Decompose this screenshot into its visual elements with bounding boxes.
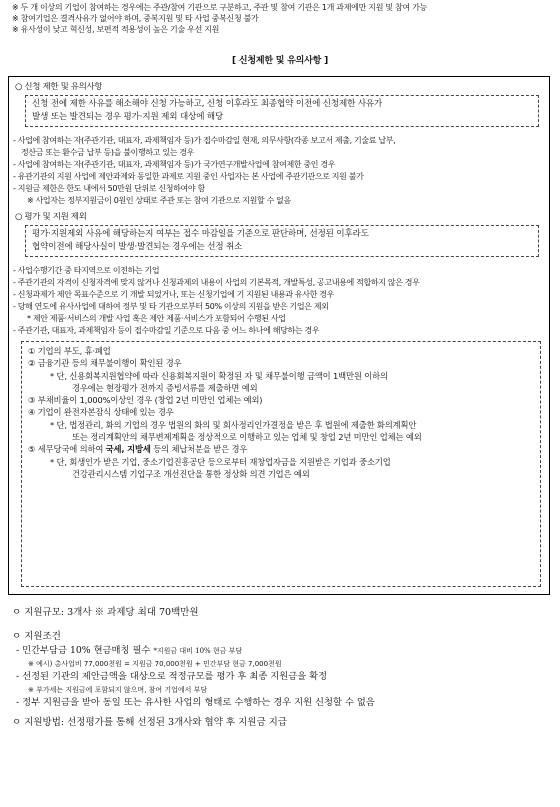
restrictions-frame (8, 76, 550, 595)
support-info (12, 606, 556, 730)
support-conditions-heading: ㅇ 지원조건 (12, 631, 61, 642)
support-scale: ㅇ 지원규모: 3개사 ※ 과제당 최대 70백만원 (12, 607, 199, 618)
case-note: * 단, 법정관리, 화의 기업의 경우 법원의 화의 및 회사정리인가결정을 받은 후 법원에 제출한 화의계획안 (50, 419, 417, 430)
list-item: ※ 사업자는 정부지원금이 0원인 상태로 주관 또는 참여 기관으로 지원할 수 없음 (27, 196, 291, 206)
top-notes (12, 2, 556, 35)
matching-note: *지원금 대비 10% 현금 부담 (153, 647, 243, 655)
note-line: ※ 참여기업은 결격사유가 없어야 하며, 중복지원 및 타 사업 중복신청 불가 (12, 14, 259, 23)
list-item: 정산금 또는 환수금 납부 등)을 불이행하고 있는 경우 (21, 148, 195, 158)
list-item: - 유관기관의 지원 사업에 제안과제와 동일한 과제로 지원 중인 사업자는 본 사업에 주관기관으로 지원 불가 (13, 172, 364, 182)
list-item: - 사업에 참여하는 자(주관기관, 대표자, 과제책임자 등)가 국가연구개발사업에 참여제한 중인 경우 (13, 160, 336, 170)
case-note: 건강관리시스템 기업구조 개선진단을 통한 정상화 의견 기업은 예외 (72, 468, 310, 479)
case-emphasis: 국세, 지방세 (105, 444, 151, 455)
case-text: ⑤ 세무당국에 의하여 (28, 444, 106, 455)
section-title: [ 신청제한 및 유의사항 ] (231, 56, 328, 66)
case-item: ④ 기업이 완전자본잠식 상태에 있는 경우 (28, 407, 174, 418)
case-item (28, 443, 534, 455)
exclude-heading: ○ 평가 및 지원 제외 (15, 212, 87, 222)
list-item: * 제안 제품·서비스의 개발 사업 혹은 제안 제품·서비스가 포함되어 수행된 사업 (27, 314, 286, 324)
case-note: 경우에는 현장평가 전까지 증빙서류를 제출하면 예외 (72, 382, 258, 393)
exclusion-cases-box (21, 341, 541, 587)
exclude-list (13, 265, 547, 338)
case-note: * 단, 신용회복지원협약에 따라 신용회복지원이 확정된 자 및 채무불이행 금액이 1백만원 이하의 (50, 370, 388, 381)
list-item: - 신청과제가 제안 목표수준으로 기 개발 되었거나, 또는 신청기업에 기 지원된 내용과 유사한 경우 (13, 290, 334, 300)
list-item: - 당해 연도에 유사사업에 대하여 정부 및 타 기관으로부터 50% 이상의 지원을 받은 기업은 제외 (13, 302, 329, 312)
duplicate-rule: - 정부 지원금을 받아 동일 또는 유사한 사업의 형태로 수행하는 경우 지원 신청할 수 없음 (16, 697, 375, 708)
list-item: - 주관기관의 자격이 신청자격에 맞지 않거나 신청과제의 내용이 사업의 기본목적, 개발특성, 공고내용에 적합하지 않은 경우 (13, 278, 420, 288)
matching-text: - 민간부담금 10% 현금매칭 필수 (16, 645, 154, 656)
exclude-notice-box (25, 225, 539, 257)
list-item: - 사업에 참여하는 자(주관기관, 대표자, 과제책임자 등)가 접수마감일 현재, 의무사항(각종 보고서 제출, 기술료 납부, (13, 136, 396, 145)
vat-note: ※ 부가세는 지원금에 포함되지 않으며, 참여 기업에서 부담 (28, 686, 208, 694)
notice-line: 신청 전에 제한 사유를 해소해야 신청 가능하고, 신청 이후라도 최종협약 이전에 신청제한 사유가 (32, 99, 383, 109)
matching-example: ※ 예시) 총사업비 77,000천원 = 지원금 70,000천원 + 민간부담 현금 7,000천원 (28, 660, 282, 668)
case-note: * 단, 회생인가 받은 기업, 중소기업진흥공단 등으로부터 재창업자금을 지원받은 기업과 중소기업 (50, 456, 391, 467)
notice-line: 평가·지원제외 사유에 해당하는지 여부는 접수 마감일을 기준으로 판단하며, 선정된 이후라도 (32, 229, 369, 239)
case-text: 등의 체납처분을 받은 경우 (150, 444, 248, 455)
support-method: ㅇ 지원방법: 선정평가를 통해 선정된 3개사와 협약 후 지원금 지급 (12, 717, 288, 728)
notice-line: 협약이전에 해당사실이 발생·발견되는 경우에는 선정 취소 (32, 242, 243, 252)
note-line: ※ 유사성이 낮고 혁신성, 보편적 적용성이 높은 기술 우선 지원 (12, 25, 220, 34)
case-item: ① 기업의 부도, 휴·폐업 (28, 346, 111, 356)
list-item: - 지원금 제한은 한도 내에서 50만원 단위로 신청하여야 함 (13, 184, 205, 194)
case-item: ③ 부채비율이 1,000%이상인 경우 (창업 2년 미만인 업체는 예외) (28, 395, 263, 406)
final-amount-rule: - 선정된 기관의 제안금액을 대상으로 적정규모를 평가 후 최종 지원금을 확정 (16, 671, 328, 682)
matching-requirement (12, 644, 556, 658)
case-note: 또는 정리계획안의 채무변제계획을 정상적으로 이행하고 있는 업체 및 창업 2년 미만인 업체는 예외 (72, 432, 422, 443)
restrict-notice-box (25, 95, 539, 127)
restrict-heading: ○ 신청 제한 및 유의사항 (15, 82, 103, 92)
list-item: - 주관기관, 대표자, 과제책임자 등이 접수마감일 기준으로 다음 중 어느 하나에 해당하는 경우 (13, 326, 320, 336)
note-line: ※ 두 개 이상의 기업이 참여하는 경우에는 주관/참여 기관으로 구분하고, 주관 및 참여 기관은 1개 과제에만 지원 및 참여 가능 (12, 3, 427, 12)
case-item: ② 금융기관 등의 채무불이행이 확인된 경우 (28, 358, 182, 369)
restrict-list (13, 135, 547, 208)
notice-line: 발생 또는 발견되는 경우 평가·지원 제외 대상에 해당 (32, 112, 224, 122)
list-item: - 사업수행기간 중 타지역으로 이전하는 기업 (13, 266, 160, 275)
